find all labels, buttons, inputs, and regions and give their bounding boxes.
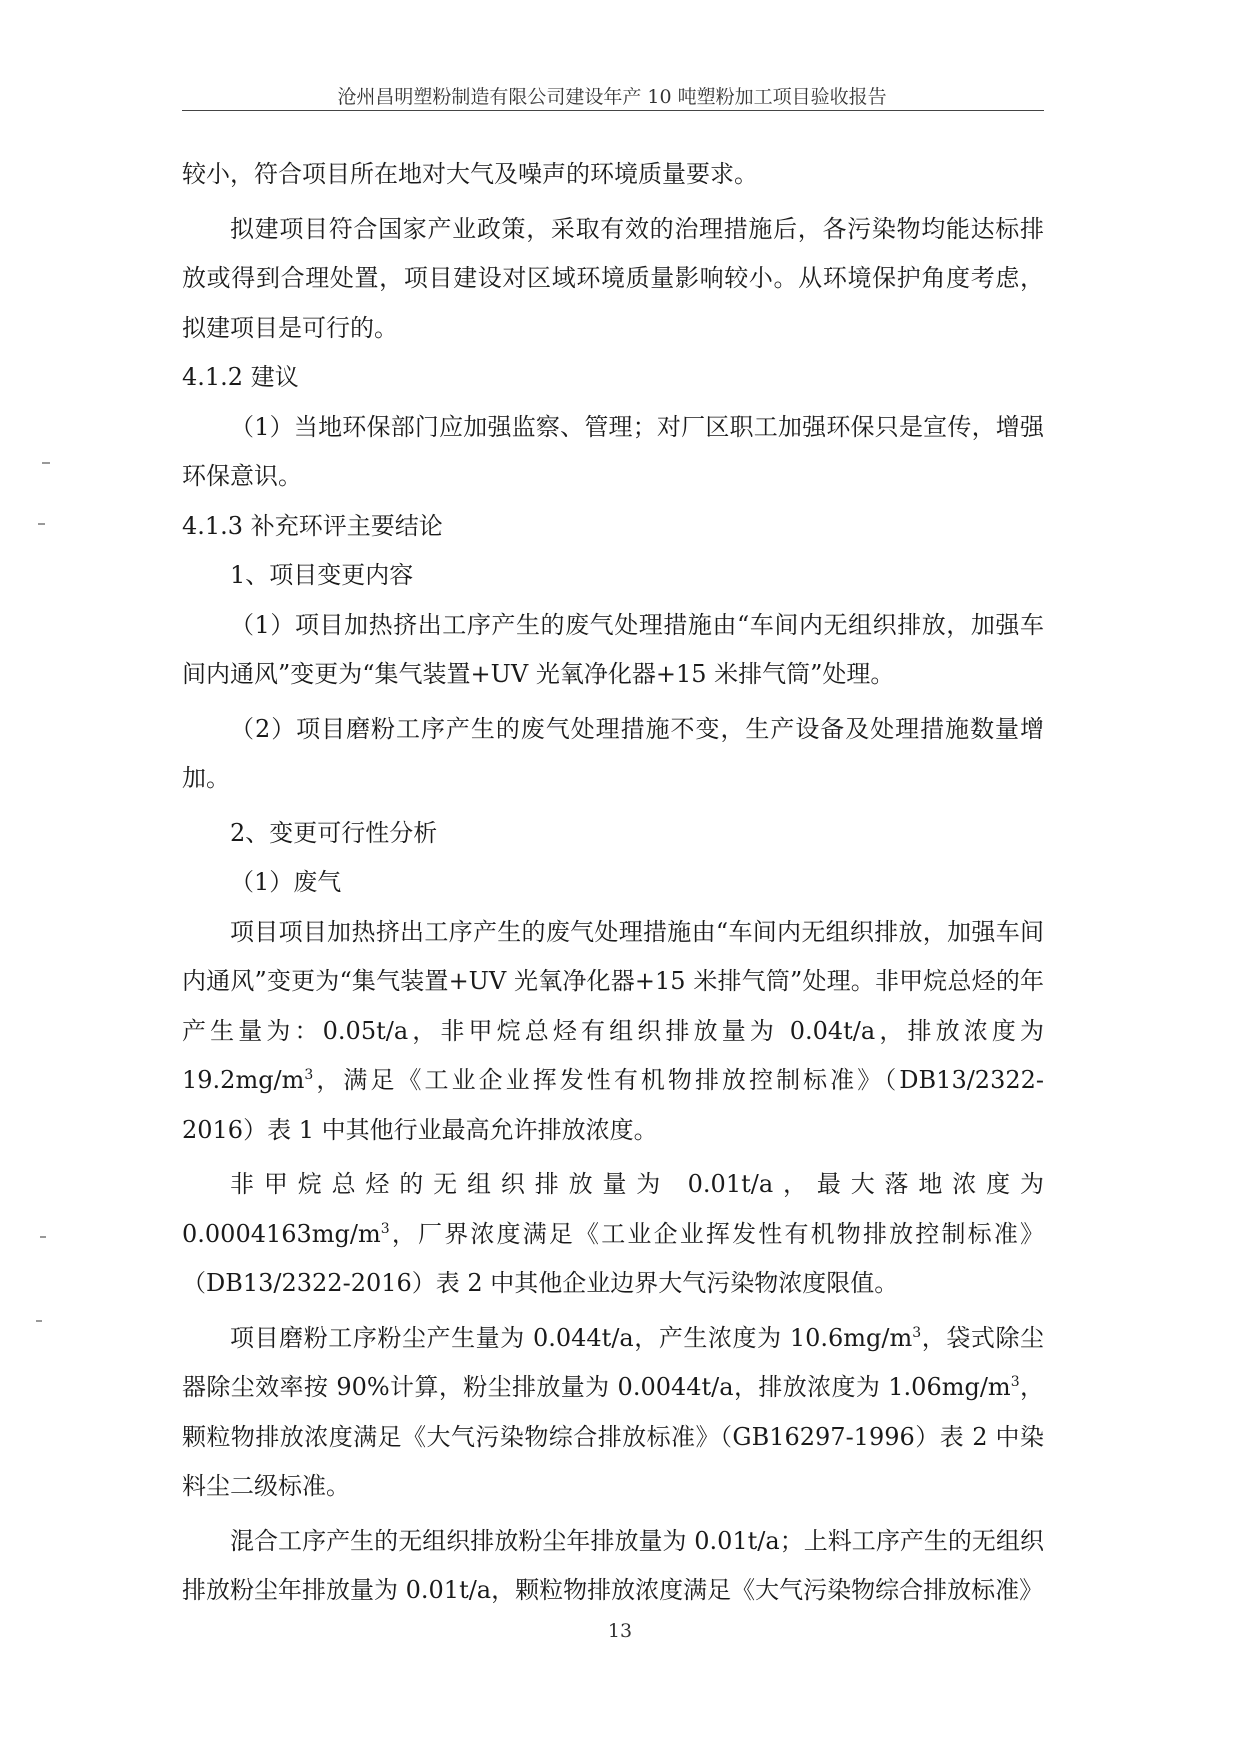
- superscript: 3: [380, 1220, 390, 1237]
- text-run: 项目磨粉工序粉尘产生量为 0.044t/a，产生浓度为 10.6mg/m: [230, 1323, 913, 1352]
- superscript: 3: [912, 1324, 922, 1341]
- paragraph: 较小，符合项目所在地对大气及噪声的环境质量要求。: [182, 160, 758, 188]
- subheading: 1、项目变更内容: [230, 561, 414, 589]
- text-run: 非甲烷总烃的无组织排放量为 0.01t/a，最大落地浓度为 0.0004163mg/m: [182, 1170, 1044, 1248]
- paragraph: （1）当地环保部门应加强监察、管理；对厂区职工加强环保只是宣传，增强环保意识。: [182, 412, 1044, 490]
- section-heading-4-1-2: 4.1.2 建议: [182, 363, 299, 391]
- text-run: 项目项目加热挤出工序产生的废气处理措施由“车间内无组织排放，加强车间内通风”变更为“集气装置+UV 光氧净化器+15 米排气筒”处理。非甲烷总烃的年产生量为：0.05t/a，非甲烷总烃有组织排放量为 0.04t/a，排放浓度为 19.2mg/m: [182, 917, 1044, 1094]
- scan-speck: [40, 1236, 46, 1238]
- text-run: ，厂界浓度满足《工业企业挥发性有机物排放控制标准》（DB13/2322-2016）表 2 中其他企业边界大气污染物浓度限值。: [182, 1219, 1044, 1297]
- superscript: 3: [1010, 1374, 1020, 1390]
- scan-speck: [42, 462, 50, 464]
- paragraph: （2）项目磨粉工序产生的废气处理措施不变，生产设备及处理措施数量增加。: [182, 714, 1044, 792]
- header-rule: [182, 110, 1044, 111]
- paragraph: [182, 1160, 1044, 1309]
- text-run: ，袋式除尘器除尘效率按 90%计算，粉尘排放量为 0.0044t/a，排放浓度为 1.06mg/m: [182, 1323, 1045, 1401]
- subheading: （1）废气: [230, 868, 342, 896]
- section-heading-4-1-3: 4.1.3 补充环评主要结论: [182, 511, 443, 540]
- paragraph: [182, 908, 1044, 1156]
- scan-speck: [36, 1320, 42, 1322]
- running-header: 沧州昌明塑粉制造有限公司建设年产 10 吨塑粉加工项目验收报告: [337, 86, 887, 108]
- text-run: ，满足《工业企业挥发性有机物排放控制标准》（DB13/2322-2016）表 1 中其他行业最高允许排放浓度。: [182, 1066, 1044, 1144]
- paragraph: [182, 1314, 1044, 1512]
- paragraph: 拟建项目符合国家产业政策，采取有效的治理措施后，各污染物均能达标排放或得到合理处置，项目建设对区域环境质量影响较小。从环境保护角度考虑，拟建项目是可行的。: [182, 214, 1044, 342]
- text-run: ，颗粒物排放浓度满足《大气污染物综合排放标准》（GB16297-1996）表 2 中染料尘二级标准。: [182, 1373, 1044, 1500]
- body-text: [182, 150, 1044, 1616]
- paragraph: （1）项目加热挤出工序产生的废气处理措施由“车间内无组织排放，加强车间内通风”变更为“集气装置+UV 光氧净化器+15 米排气筒”处理。: [182, 610, 1044, 688]
- scan-speck: [38, 523, 45, 525]
- superscript: 3: [304, 1067, 314, 1083]
- subheading: 2、变更可行性分析: [230, 818, 438, 847]
- page-number: 13: [607, 1620, 633, 1642]
- paragraph: 混合工序产生的无组织排放粉尘年排放量为 0.01t/a；上料工序产生的无组织排放粉尘年排放量为 0.01t/a，颗粒物排放浓度满足《大气污染物综合排放标准》: [182, 1526, 1044, 1604]
